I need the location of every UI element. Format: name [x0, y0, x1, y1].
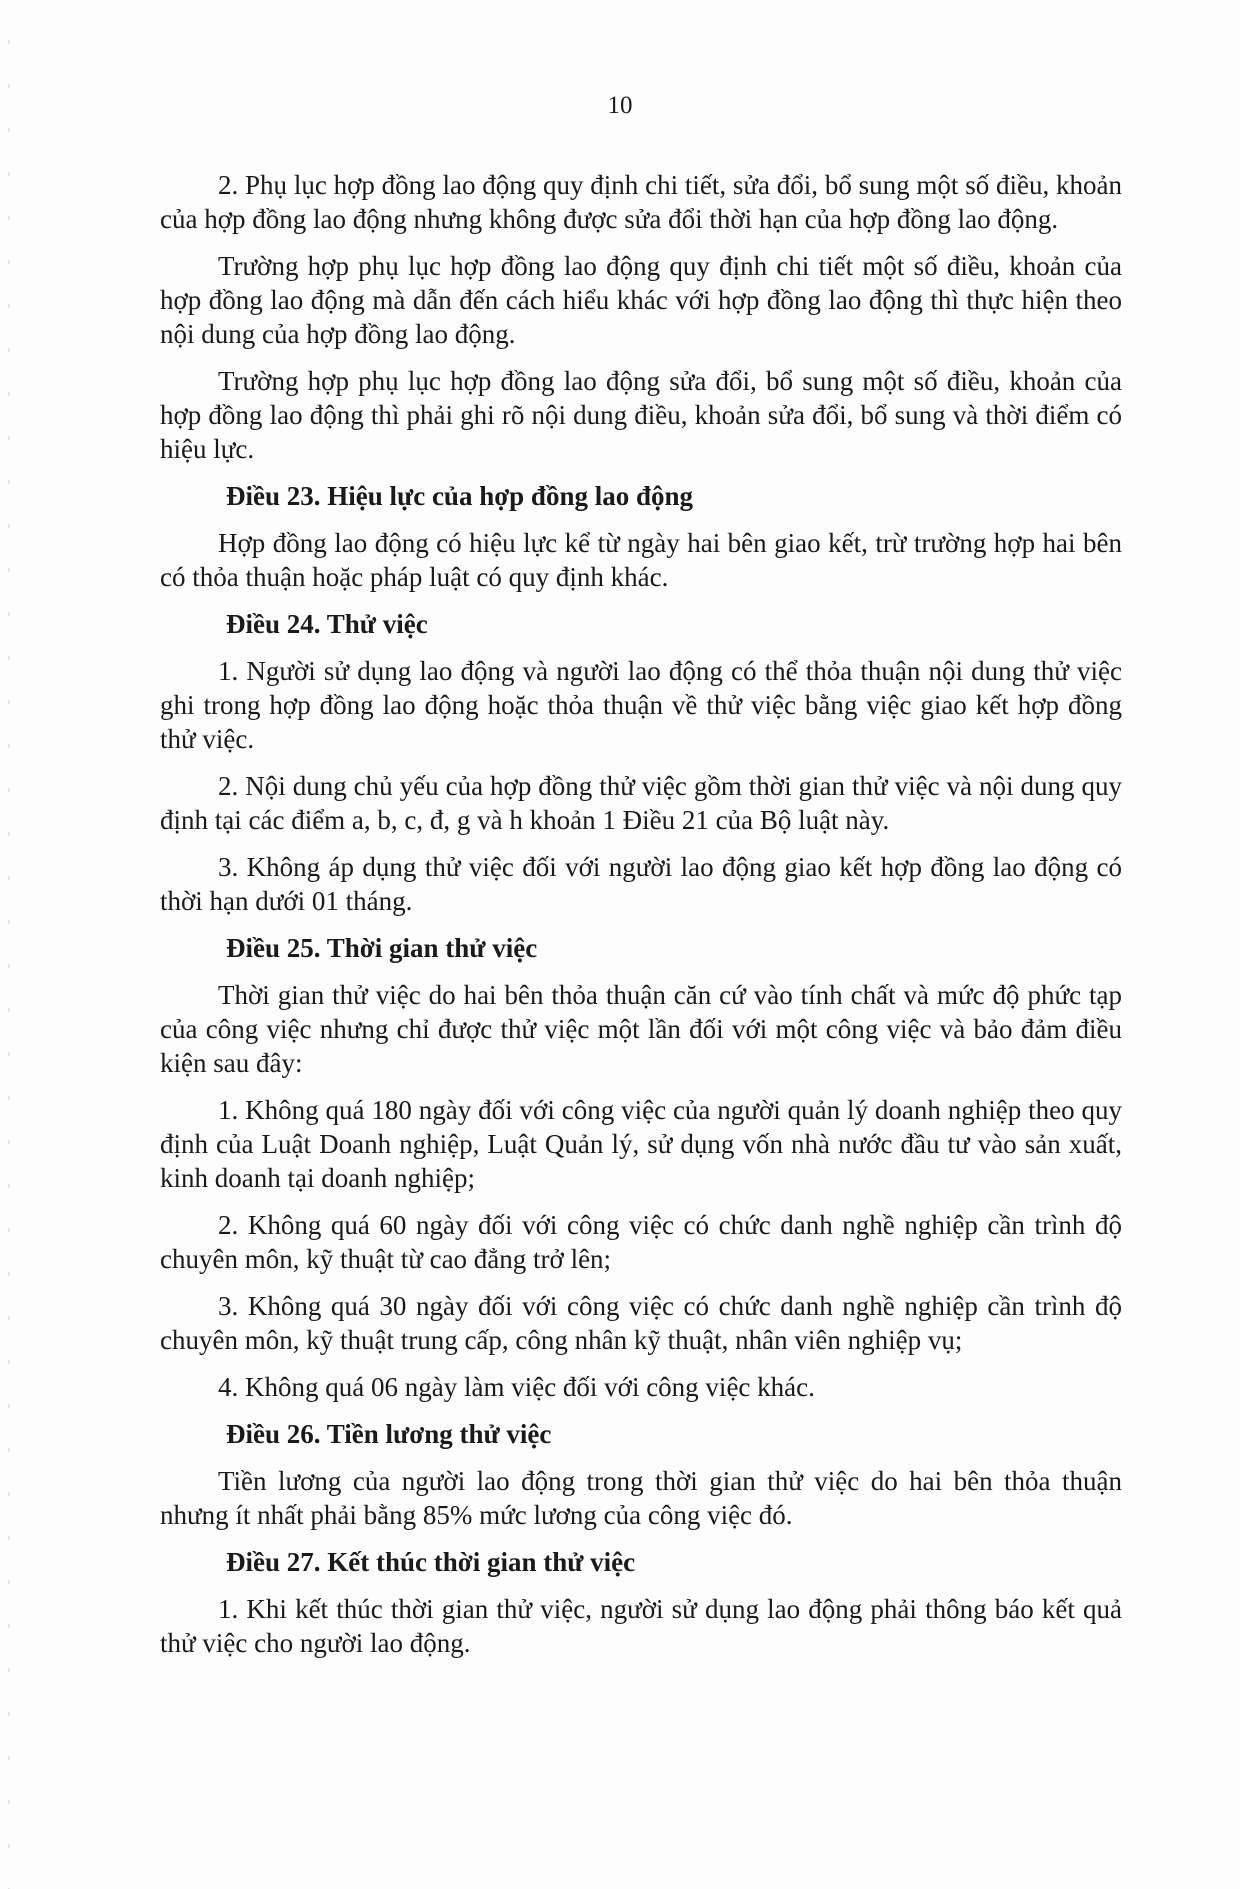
- paragraph-dieu-25-khoan-1: 1. Không quá 180 ngày đối với công việc của người quản lý doanh nghiệp theo quy định của Luật Doanh nghiệp, Luật Quản lý, sử dụng vốn nhà nước đầu tư vào sản xuất, kinh doanh tại doanh nghiệp;: [160, 1095, 1122, 1193]
- paragraph-phu-luc-2: 2. Phụ lục hợp đồng lao động quy định chi tiết, sửa đổi, bổ sung một số điều, khoản của hợp đồng lao động nhưng không được sửa đổi thời hạn của hợp đồng lao động.: [160, 170, 1122, 234]
- paragraph-dieu-25-khoan-3: 3. Không quá 30 ngày đối với công việc có chức danh nghề nghiệp cần trình độ chuyên môn, kỹ thuật trung cấp, công nhân kỹ thuật, nhân viên nghiệp vụ;: [160, 1291, 1122, 1355]
- paragraph-dieu-27-khoan-1: 1. Khi kết thúc thời gian thử việc, người sử dụng lao động phải thông báo kết quả thử việc cho người lao động.: [160, 1594, 1122, 1658]
- paragraph-dieu-23: Hợp đồng lao động có hiệu lực kể từ ngày hai bên giao kết, trừ trường hợp hai bên có thỏa thuận hoặc pháp luật có quy định khác.: [160, 528, 1122, 592]
- paragraph-phu-luc-chi-tiet: Trường hợp phụ lục hợp đồng lao động quy định chi tiết một số điều, khoản của hợp đồng lao động mà dẫn đến cách hiểu khác với hợp đồng lao động thì thực hiện theo nội dung của hợp đồng lao động.: [160, 251, 1122, 349]
- paragraph-dieu-24-khoan-3: 3. Không áp dụng thử việc đối với người lao động giao kết hợp đồng lao động có thời hạn dưới 01 tháng.: [160, 852, 1122, 916]
- heading-dieu-27: Điều 27. Kết thúc thời gian thử việc: [226, 1547, 636, 1577]
- paragraph-phu-luc-sua-doi: Trường hợp phụ lục hợp đồng lao động sửa đổi, bổ sung một số điều, khoản của hợp đồng lao động thì phải ghi rõ nội dung điều, khoản sửa đổi, bổ sung và thời điểm có hiệu lực.: [160, 366, 1122, 464]
- paragraph-dieu-26: Tiền lương của người lao động trong thời gian thử việc do hai bên thỏa thuận nhưng ít nhất phải bằng 85% mức lương của công việc đó.: [160, 1466, 1122, 1530]
- paragraph-dieu-25-intro: Thời gian thử việc do hai bên thỏa thuận căn cứ vào tính chất và mức độ phức tạp của công việc nhưng chỉ được thử việc một lần đối với một công việc và bảo đảm điều kiện sau đây:: [160, 980, 1122, 1078]
- heading-dieu-26: Điều 26. Tiền lương thử việc: [226, 1419, 552, 1449]
- paragraph-dieu-25-khoan-4: 4. Không quá 06 ngày làm việc đối với công việc khác.: [218, 1372, 815, 1402]
- document-body: [160, 168, 1122, 1673]
- scan-edge-artifact: [8, 0, 10, 1889]
- page-number: 10: [607, 92, 633, 119]
- paragraph-dieu-25-khoan-2: 2. Không quá 60 ngày đối với công việc có chức danh nghề nghiệp cần trình độ chuyên môn, kỹ thuật từ cao đẳng trở lên;: [160, 1210, 1122, 1274]
- heading-dieu-23: Điều 23. Hiệu lực của hợp đồng lao động: [226, 481, 693, 511]
- heading-dieu-25: Điều 25. Thời gian thử việc: [226, 933, 538, 963]
- heading-dieu-24: Điều 24. Thử việc: [226, 609, 428, 639]
- paragraph-dieu-24-khoan-1: 1. Người sử dụng lao động và người lao động có thể thỏa thuận nội dung thử việc ghi trong hợp đồng lao động hoặc thỏa thuận về thử việc bằng việc giao kết hợp đồng thử việc.: [160, 656, 1122, 754]
- paragraph-dieu-24-khoan-2: 2. Nội dung chủ yếu của hợp đồng thử việc gồm thời gian thử việc và nội dung quy định tại các điểm a, b, c, đ, g và h khoản 1 Điều 21 của Bộ luật này.: [160, 771, 1122, 835]
